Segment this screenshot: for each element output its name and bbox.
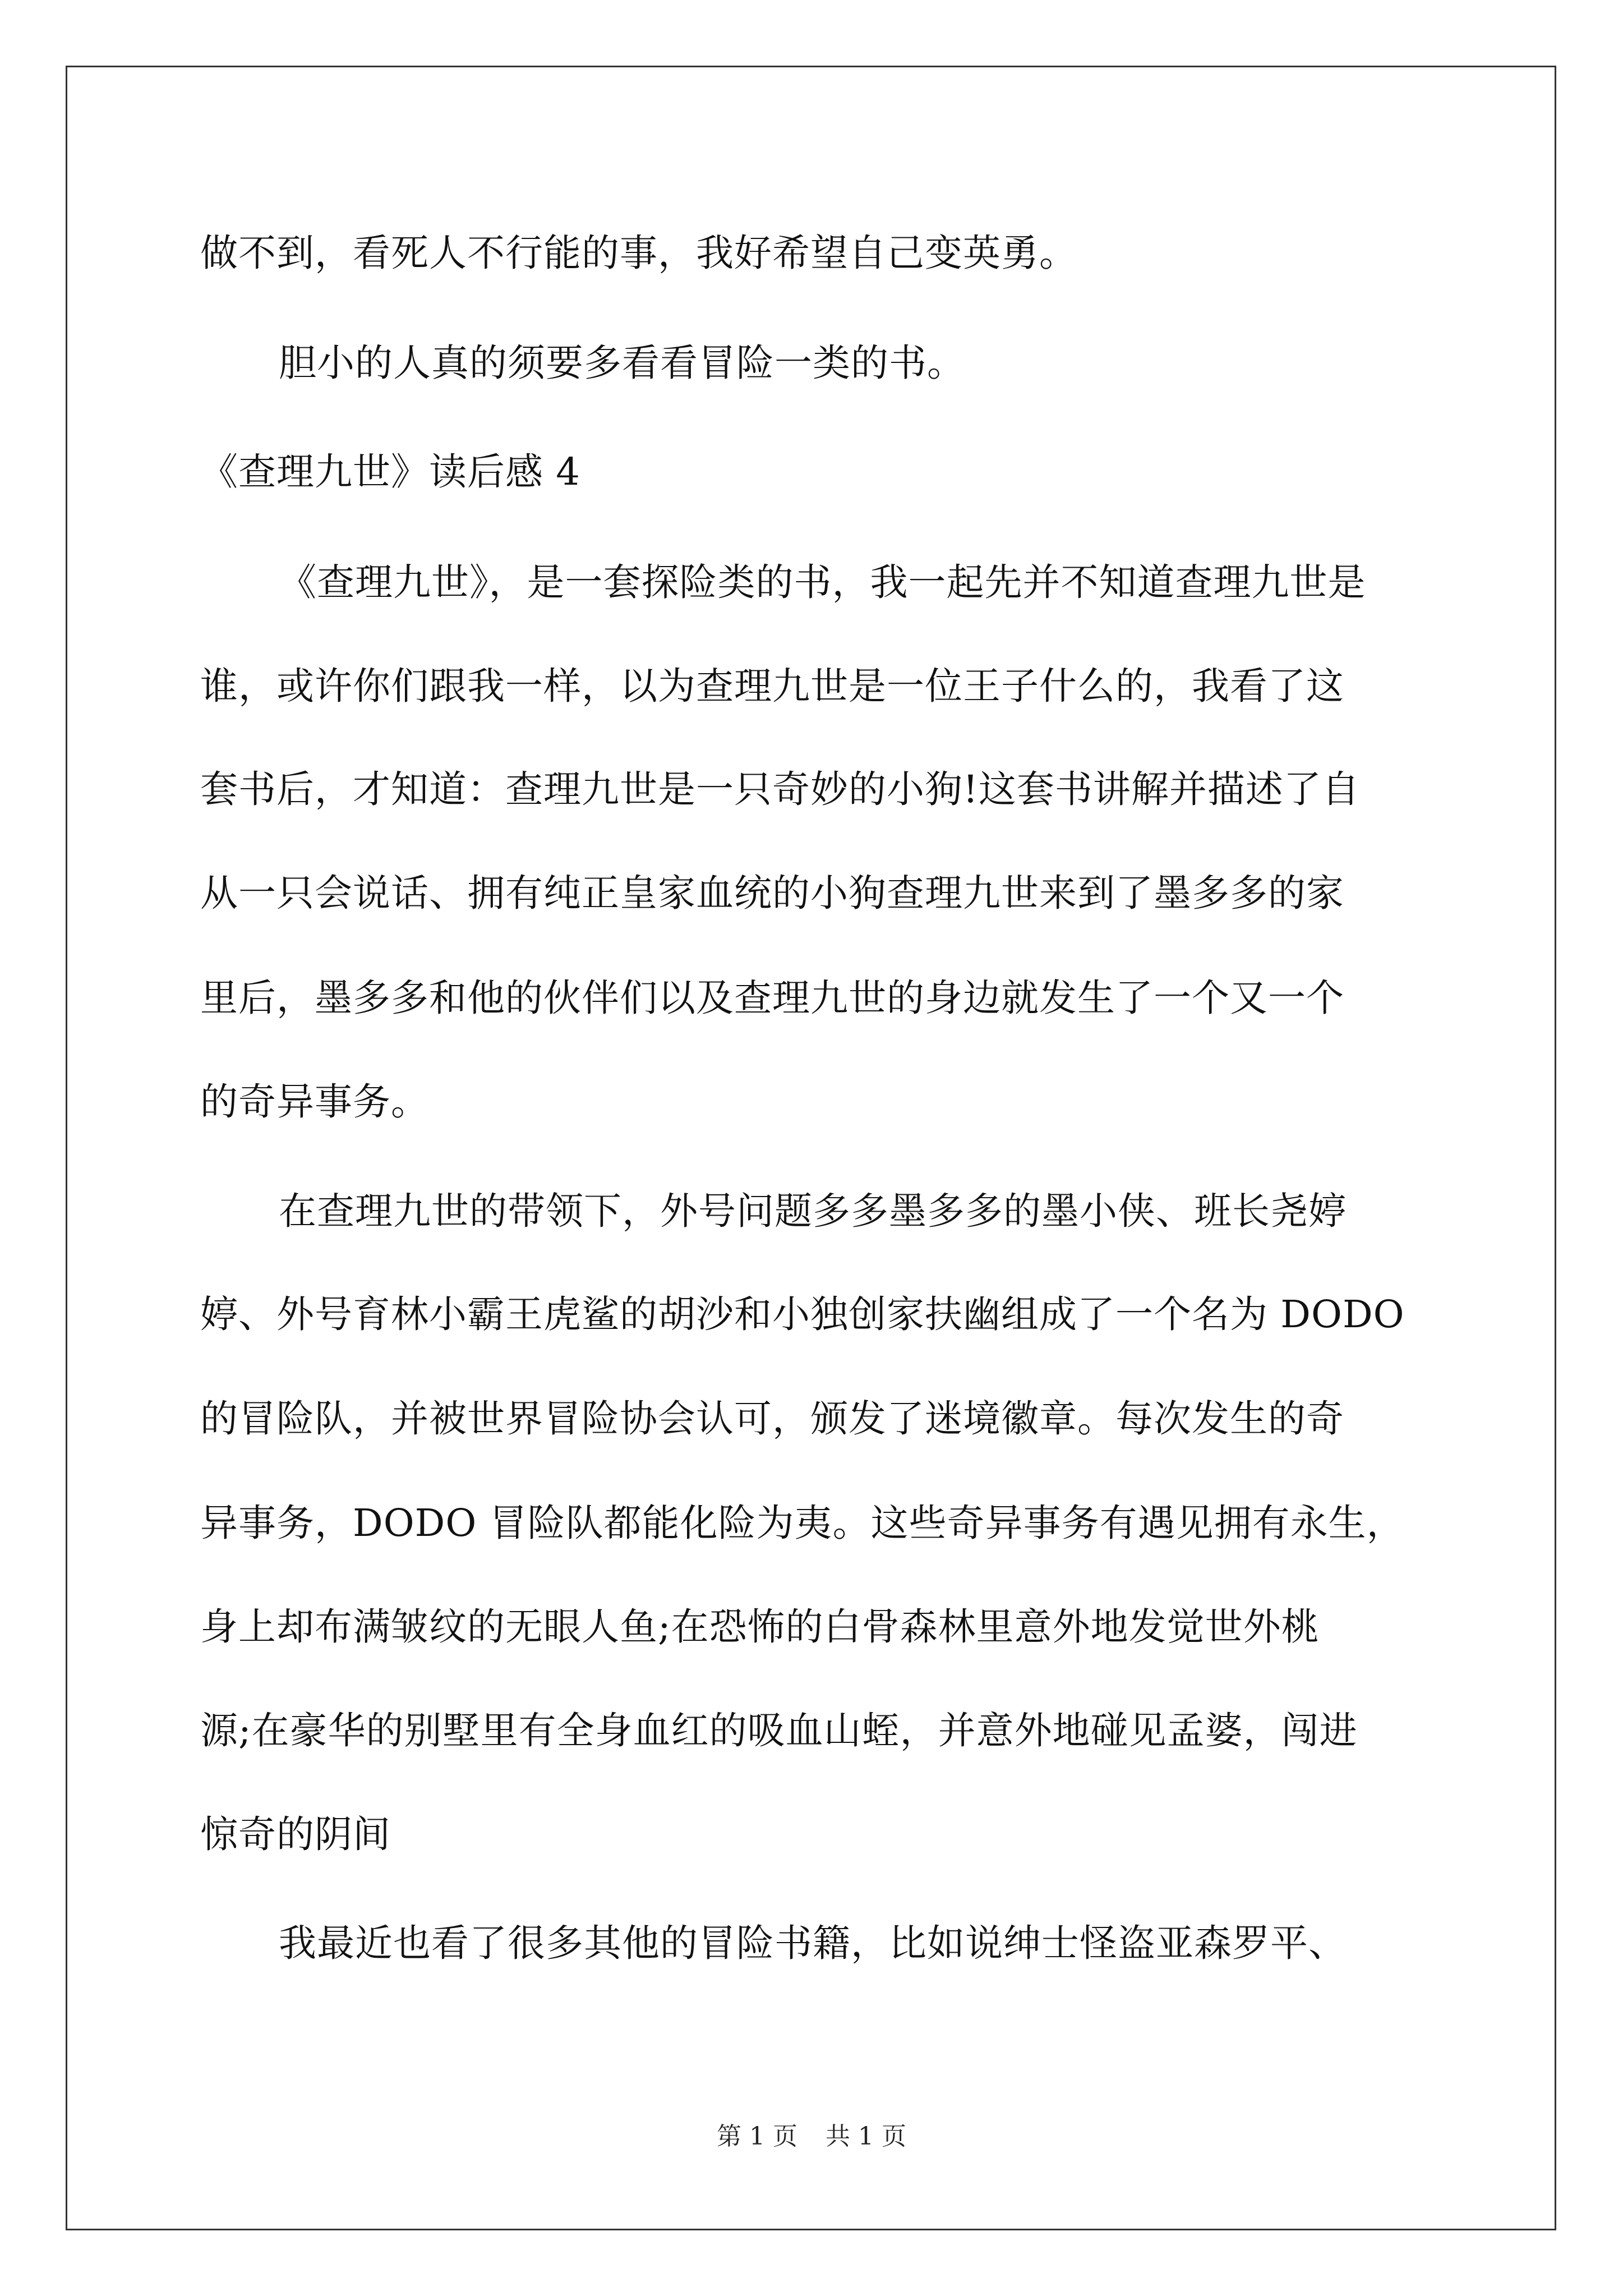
text-line: 套书后，才知道：查理九世是一只奇妙的小狗!这套书讲解并描述了自 bbox=[200, 767, 1360, 811]
text-line: 婷、外号育林小霸王虎鲨的胡沙和小独创家扶幽组成了一个名为 DODO bbox=[200, 1292, 1405, 1336]
text-line: 《查理九世》，是一套探险类的书，我一起先并不知道查理九世是 bbox=[279, 560, 1366, 604]
text-line: 谁，或许你们跟我一样，以为查理九世是一位王子什么的，我看了这 bbox=[200, 664, 1344, 708]
page-total: 共 1 页 bbox=[826, 2122, 906, 2151]
text-line: 在查理九世的带领下，外号问题多多墨多多的墨小侠、班长尧婷 bbox=[279, 1189, 1347, 1233]
text-line: 从一只会说话、拥有纯正皇家血统的小狗查理九世来到了墨多多的家 bbox=[200, 871, 1344, 915]
page-number: 第 1 页 bbox=[717, 2122, 797, 2151]
section-heading: 《查理九世》读后感 4 bbox=[200, 450, 580, 494]
text-line: 里后，墨多多和他的伙伴们以及查理九世的身边就发生了一个又一个 bbox=[200, 976, 1344, 1020]
text-line: 源;在豪华的别墅里有全身血红的吸血山蛭，并意外地碰见孟婆，闯进 bbox=[200, 1709, 1358, 1752]
page-border bbox=[66, 66, 1556, 2230]
text-line: 我最近也看了很多其他的冒险书籍，比如说绅士怪盗亚森罗平、 bbox=[279, 1921, 1347, 1965]
text-line: 的奇异事务。 bbox=[200, 1080, 429, 1124]
text-line: 胆小的人真的须要多看看冒险一类的书。 bbox=[279, 341, 965, 385]
text-line: 的冒险队，并被世界冒险协会认可，颁发了迷境徽章。每次发生的奇 bbox=[200, 1397, 1344, 1441]
text-line: 做不到，看死人不行能的事，我好希望自己变英勇。 bbox=[200, 231, 1077, 275]
text-line: 惊奇的阴间 bbox=[200, 1812, 391, 1856]
text-line: 身上却布满皱纹的无眼人鱼;在恐怖的白骨森林里意外地发觉世外桃 bbox=[200, 1605, 1320, 1649]
text-line: 异事务，DODO 冒险队都能化险为夷。这些奇异事务有遇见拥有永生， bbox=[200, 1501, 1405, 1545]
page-footer bbox=[0, 2120, 1623, 2154]
